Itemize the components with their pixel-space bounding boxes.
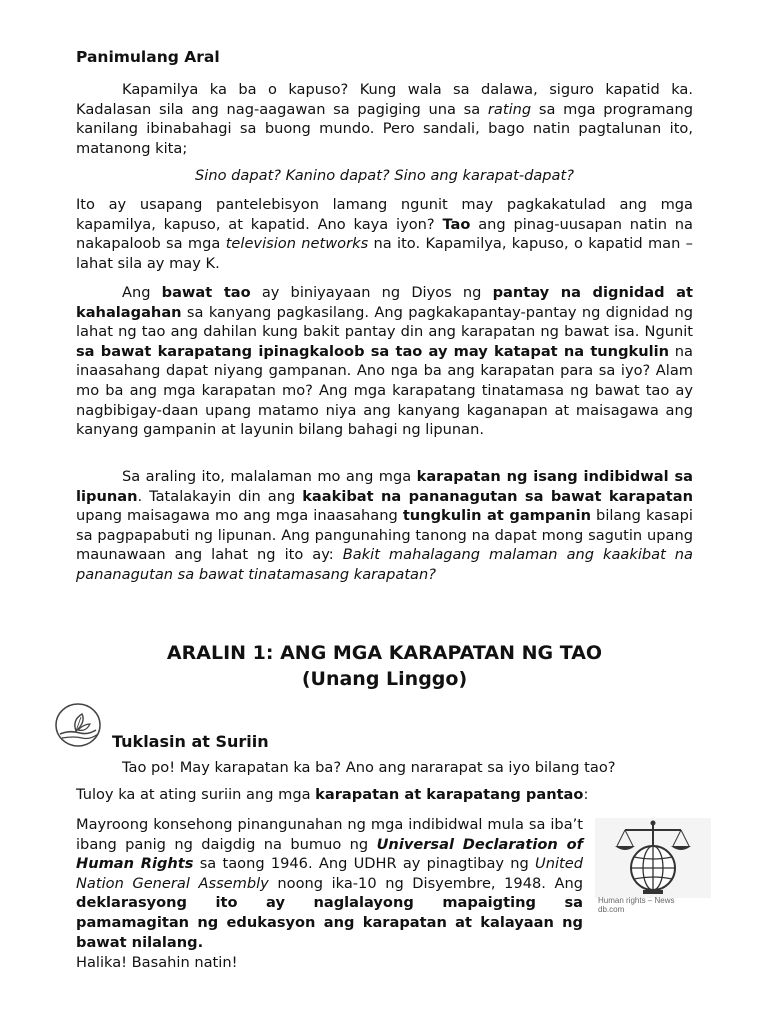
image-caption-line-1: Human rights – News	[598, 896, 675, 905]
lesson-title-line-1: ARALIN 1: ANG MGA KARAPATAN NG TAO	[166, 642, 603, 664]
lesson-title	[76, 640, 693, 692]
question-line: Sino dapat? Kanino dapat? Sino ang karapat-dapat?	[195, 167, 574, 184]
section-heading: Panimulang Aral	[76, 48, 220, 66]
tuklasin-paragraph-1: Tao po! May karapatan ka ba? Ano ang nararapat sa iyo bilang tao?	[122, 759, 616, 776]
tuklasin-paragraph-2: Tuloy ka at ating suriin ang mga karapatan at karapatang pantao:	[76, 786, 589, 803]
intro-paragraph-2: Ito ay usapang pantelebisyon lamang ngunit may pagkakatulad ang mga kapamilya, kapuso, at kapatid. Ano kaya iyon? Tao ang pinag-uusapan natin na nakapaloob sa mga television networks na ito. Kapamilya, kapuso, o kapatid man – lahat sila ay may K.	[76, 196, 693, 272]
subheading: Tuklasin at Suriin	[112, 732, 269, 751]
intro-paragraph-3: Ang bawat tao ay biniyayaan ng Diyos ng pantay na dignidad at kahalagahan sa kanyang pagkasilang. Ang pagkakapantay-pantay ng dignidad ng lahat ng tao ang dahilan kung bakit pantay din ang karapatan ng bawat isa. Ngunit sa bawat karapatang ipinagkaloob sa tao ay may katapat na tungkulin na inaasahang dapat niyang gampanan. Ano nga ba ang karapatan para sa iyo? Alam mo ba ang mga karapatan mo? Ang mga karapatang tinatamasa ng bawat tao ay nagbibigay-daan upang matamo niya ang kanyang kaganapan at maisagawa ang kanyang gampanin at layunin bilang bahagi ng lipunan.	[76, 284, 693, 439]
image-caption	[598, 896, 708, 914]
closing-line: Halika! Basahin natin!	[76, 954, 238, 971]
intro-paragraph-1: Kapamilya ka ba o kapuso? Kung wala sa dalawa, siguro kapatid ka. Kadalasan sila ang nag-aagawan sa pagiging una sa rating sa mga programang kanilang ibinabahagi sa buong mundo. Pero sandali, bago natin pagtalunan ito, matanong kita;	[76, 81, 693, 157]
lesson-title-line-2: (Unang Linggo)	[301, 668, 468, 690]
intro-paragraph-4: Sa araling ito, malalaman mo ang mga karapatan ng isang indibidwal sa lipunan. Tatalakayin din ang kaakibat na pananagutan sa bawat karapatan upang maisagawa mo ang mga inaasahang tungkulin at gampanin bilang kasapi sa pagpapabuti ng lipunan. Ang pangunahing tanong na dapat mong sagutin upang maunawaan ang lahat ng ito ay: Bakit mahalagang malaman ang kaakibat na pananagutan sa bawat tinatamasang karapatan?	[76, 468, 693, 583]
image-caption-line-2: db.com	[598, 905, 625, 914]
udhr-paragraph: Mayroong konsehong pinangunahan ng mga indibidwal mula sa iba’t ibang panig ng daigdig na bumuo ng Universal Declaration of Human Rights sa taong 1946. Ang UDHR ay pinagtibay ng United Nation General Assembly noong ika-10 ng Disyembre, 1948. Ang deklarasyong ito ay naglalayong mapaigting sa pamamagitan ng edukasyon ang karapatan at kalayaan ng bawat nilalang.	[76, 816, 583, 951]
hand-leaf-icon	[52, 700, 104, 750]
